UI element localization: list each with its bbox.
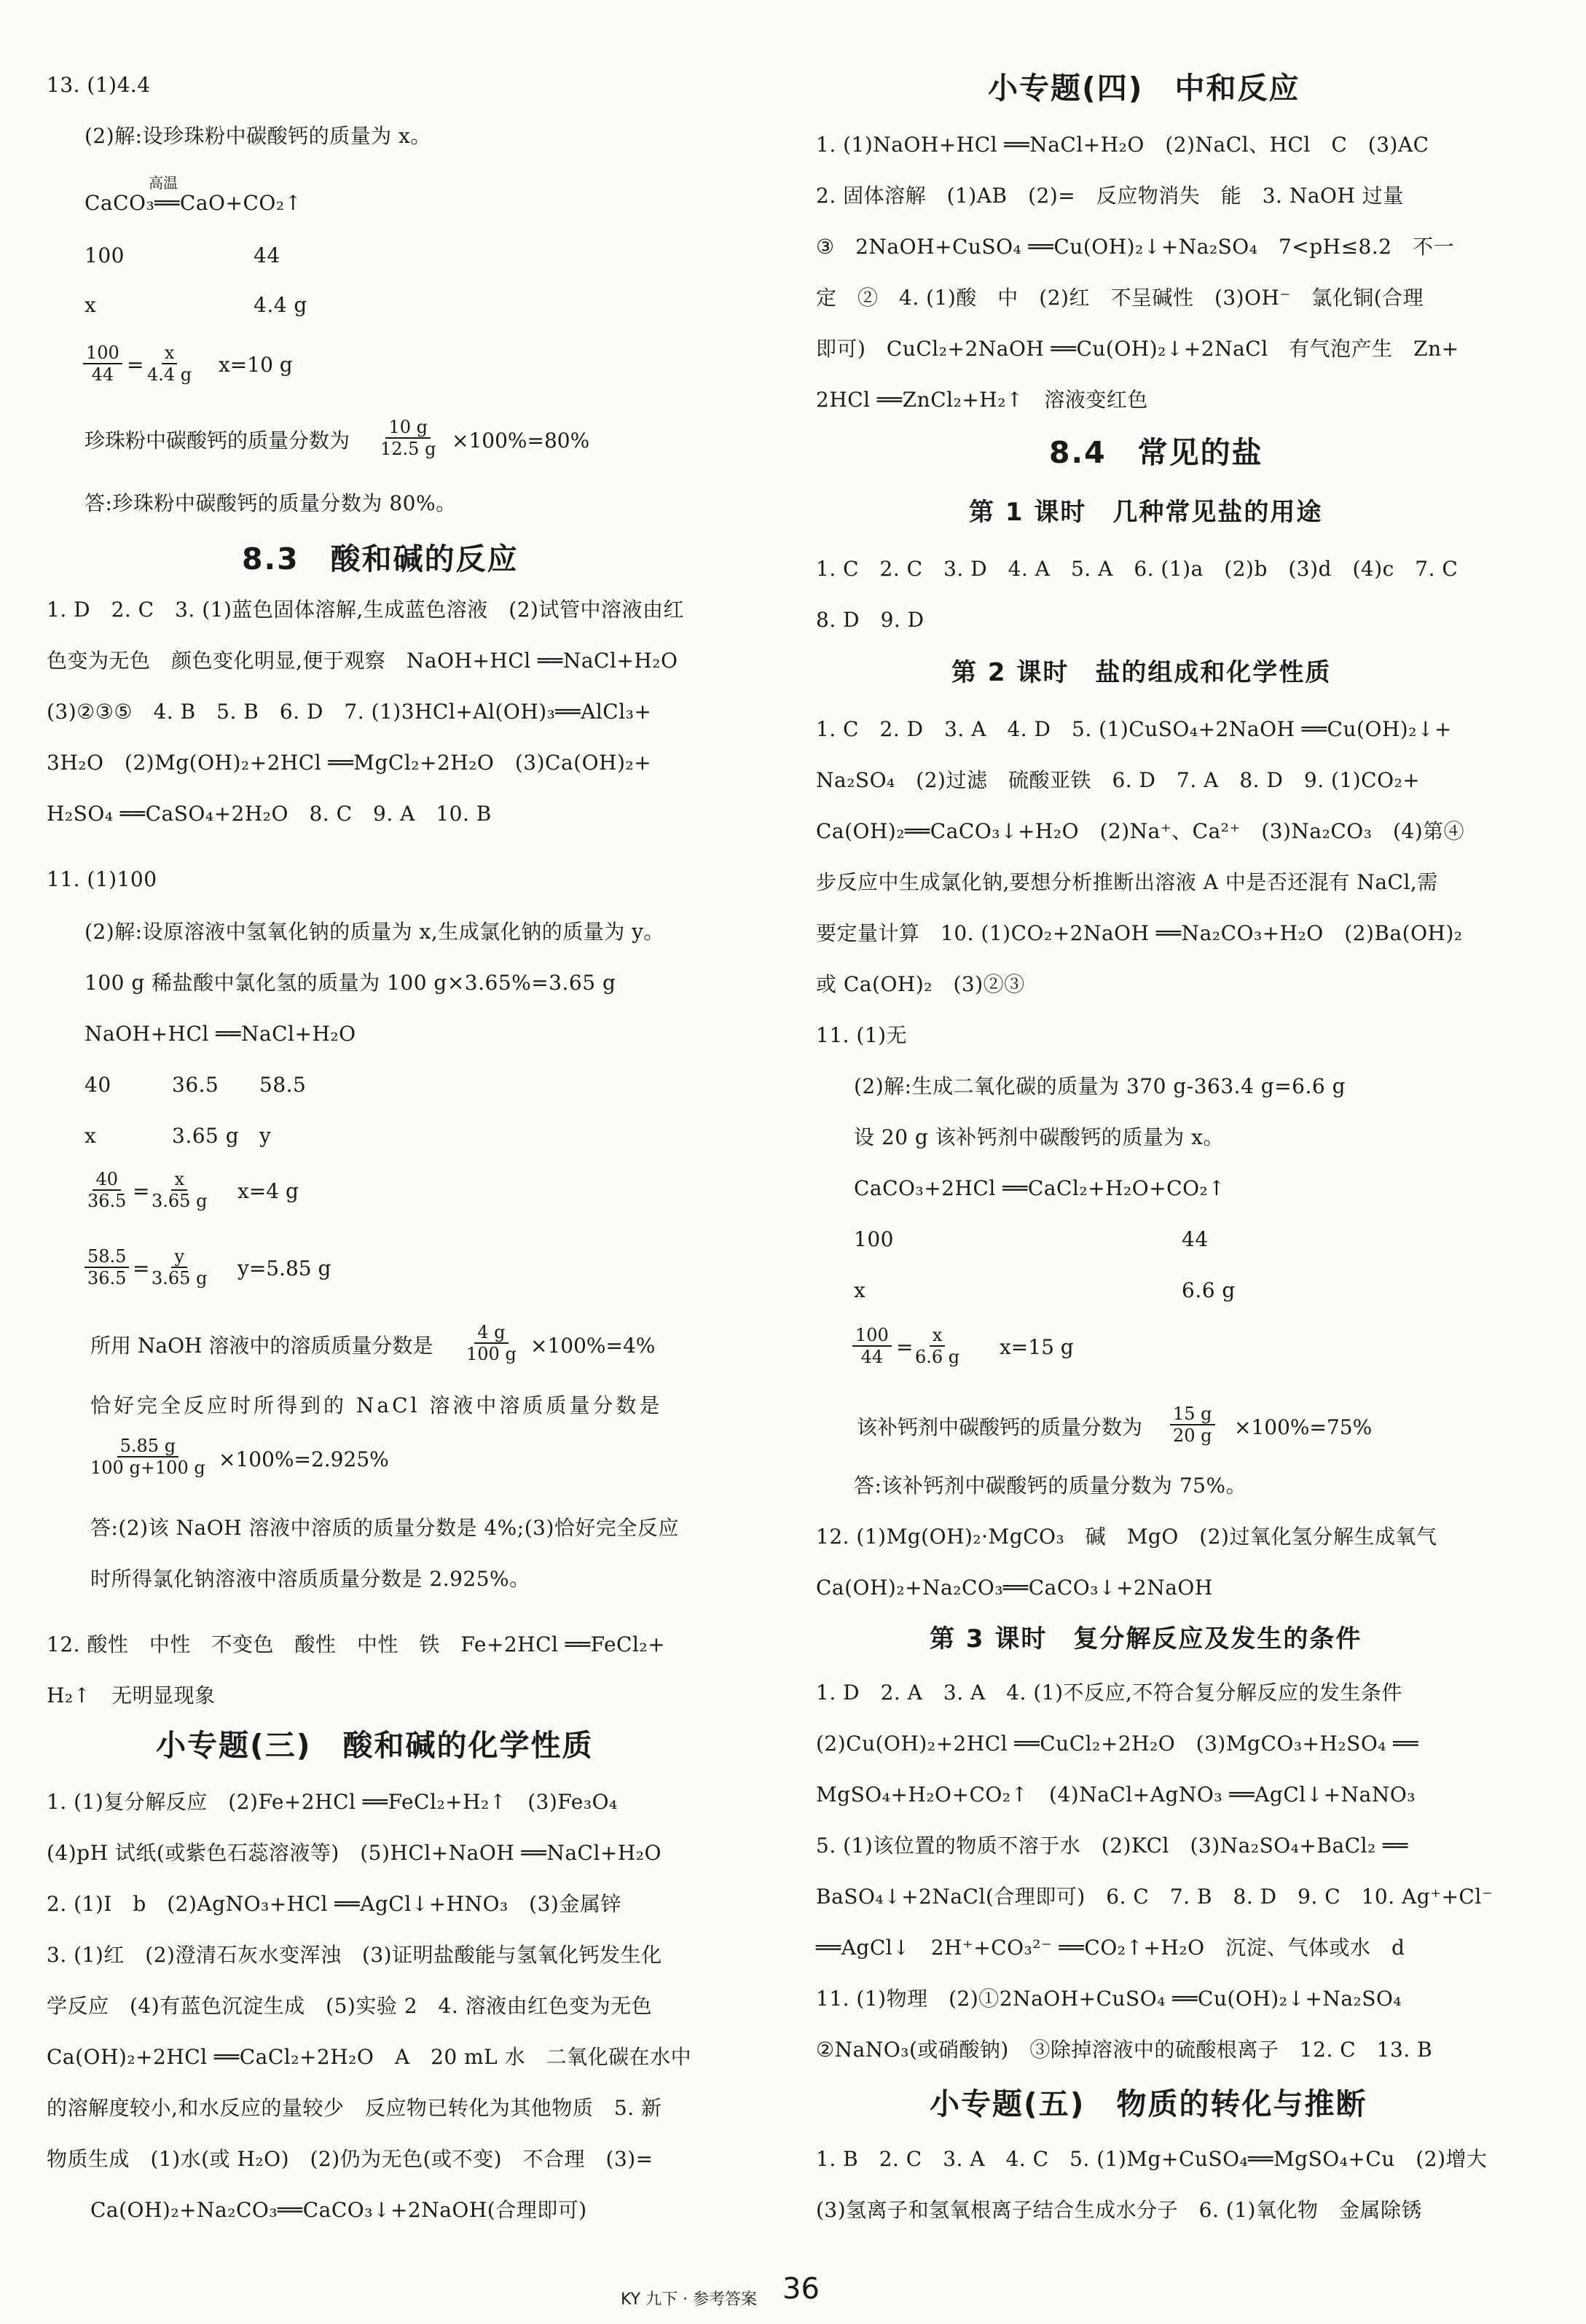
lesson2-line-6: 或 Ca(OH)₂ (3)②③ bbox=[816, 972, 1025, 996]
q11r-ratio-row1-b: 44 bbox=[1182, 1227, 1209, 1251]
q11r-fraction-b: $\frac{x}{6.6 g}$ bbox=[915, 1325, 960, 1367]
t3-line-7: 的溶解度较小,和水反应的量较少 反应物已转化为其他物质 5. 新 bbox=[47, 2096, 662, 2120]
q11r-percent-fraction: $\frac{15 g}{20 g}$ bbox=[1170, 1404, 1215, 1446]
footer-label: KY 九下 · 参考答案 bbox=[621, 2290, 758, 2309]
t3-line-6: Ca(OH)₂+2HCl ══CaCl₂+2H₂O A 20 mL 水 二氧化碳在水中 bbox=[47, 2045, 692, 2069]
q11-ratio-row2-c: y bbox=[259, 1124, 272, 1148]
lesson-2-title: 第 2 课时 盐的组成和化学性质 bbox=[951, 658, 1332, 687]
q11-naoh-percent-fraction: $\frac{4 g}{100 g}$ bbox=[466, 1322, 517, 1364]
q11-hcl-mass: 100 g 稀盐酸中氯化氢的质量为 100 g×3.65%=3.65 g bbox=[85, 971, 616, 995]
lesson2-line-1: 1. C 2. D 3. A 4. D 5. (1)CuSO₄+2NaOH ══Cu(OH)₂↓+ bbox=[816, 717, 1452, 741]
q11r-ratio-row1-a: 100 bbox=[854, 1227, 894, 1251]
q11-answer-1: 答:(2)该 NaOH 溶液中溶质的质量分数是 4%;(3)恰好完全反应 bbox=[90, 1516, 679, 1540]
lesson3-line-4: 5. (1)该位置的物质不溶于水 (2)KCl (3)Na₂SO₄+BaCl₂ ══ bbox=[816, 1834, 1408, 1858]
q11-naoh-percent-result: ×100%=4% bbox=[530, 1334, 656, 1358]
q11r-percent-result: ×100%=75% bbox=[1234, 1415, 1373, 1439]
q11r-co2-mass: (2)解:生成二氧化碳的质量为 370 g-363.4 g=6.6 g bbox=[854, 1074, 1346, 1098]
q11r-ratio-row2-a: x bbox=[854, 1278, 866, 1302]
q13-percent-fraction: $\frac{10 g}{12.5 g}$ bbox=[380, 417, 436, 459]
t4-line-5: 即可) CuCl₂+2NaOH ══Cu(OH)₂↓+2NaCl 有气泡产生 Zn+ bbox=[816, 337, 1459, 361]
q11r-setup: 设 20 g 该补钙剂中碳酸钙的质量为 x。 bbox=[854, 1125, 1224, 1149]
q11r-answer: 答:该补钙剂中碳酸钙的质量分数为 75%。 bbox=[854, 1474, 1247, 1498]
t4-line-1: 1. (1)NaOH+HCl ══NaCl+H₂O (2)NaCl、HCl C (3)AC bbox=[816, 133, 1429, 157]
q13-reaction-condition: 高温 bbox=[149, 174, 178, 192]
q13-equation: CaCO₃══CaO+CO₂↑ bbox=[85, 191, 302, 215]
t3-line-5: 学反应 (4)有蓝色沉淀生成 (5)实验 2 4. 溶液由红色变为无色 bbox=[47, 1994, 653, 2018]
q11-fraction-2a: $\frac{58.5}{36.5}$ bbox=[85, 1246, 129, 1288]
q13-ratio-row2-b: 4.4 g bbox=[254, 293, 307, 317]
lesson2-line-2: Na₂SO₄ (2)过滤 硫酸亚铁 6. D 7. A 8. D 9. (1)CO₂+ bbox=[816, 768, 1421, 792]
lesson3-line-7: 11. (1)物理 (2)①2NaOH+CuSO₄ ══Cu(OH)₂↓+Na₂SO₄ bbox=[816, 1987, 1402, 2011]
q13-fraction-equals: = bbox=[127, 353, 144, 377]
q11-fraction-2b: $\frac{y}{3.65 g}$ bbox=[152, 1246, 208, 1288]
lesson3-line-1: 1. D 2. A 3. A 4. (1)不反应,不符合复分解反应的发生条件 bbox=[816, 1681, 1402, 1705]
lesson3-line-3: MgSO₄+H₂O+CO₂↑ (4)NaCl+AgNO₃ ══AgCl↓+NaNO₃ bbox=[816, 1783, 1416, 1807]
q13-setup: (2)解:设珍珠粉中碳酸钙的质量为 x。 bbox=[85, 124, 431, 148]
q11r-equation: CaCO₃+2HCl ══CaCl₂+H₂O+CO₂↑ bbox=[854, 1176, 1226, 1200]
q11-fraction-1-equals: = bbox=[133, 1179, 150, 1203]
q11-title: 11. (1)100 bbox=[47, 867, 157, 891]
q13-ratio-row1-a: 100 bbox=[85, 243, 125, 267]
q11-nacl-percent-label: 恰好完全反应时所得到的 NaCl 溶液中溶质质量分数是 bbox=[90, 1393, 663, 1417]
q11-fraction-2-equals: = bbox=[133, 1256, 150, 1280]
q11-naoh-percent-label: 所用 NaOH 溶液中的溶质质量分数是 bbox=[90, 1334, 433, 1358]
lesson2-line-5: 要定量计算 10. (1)CO₂+2NaOH ══Na₂CO₃+H₂O (2)Ba(OH)₂ bbox=[816, 921, 1463, 945]
lesson-1-title: 第 1 课时 几种常见盐的用途 bbox=[969, 498, 1323, 527]
section-title-8-3: 8.3 酸和碱的反应 bbox=[242, 541, 519, 576]
q13-percent-result: ×100%=80% bbox=[452, 429, 590, 453]
t5-line-1: 1. B 2. C 3. A 4. C 5. (1)Mg+CuSO₄══MgSO₄+Cu (2)增大 bbox=[816, 2147, 1488, 2171]
q13-percent-label: 珍珠粉中碳酸钙的质量分数为 bbox=[85, 429, 350, 453]
t4-line-6: 2HCl ══ZnCl₂+H₂↑ 溶液变红色 bbox=[816, 388, 1148, 412]
q13-fraction-result: x=10 g bbox=[219, 353, 293, 377]
q12-line-1: 12. 酸性 中性 不变色 酸性 中性 铁 Fe+2HCl ══FeCl₂+ bbox=[47, 1632, 666, 1656]
t3-line-3: 2. (1)Ⅰ b (2)AgNO₃+HCl ══AgCl↓+HNO₃ (3)金属锌 bbox=[47, 1892, 621, 1916]
lesson3-line-5: BaSO₄↓+2NaCl(合理即可) 6. C 7. B 8. D 9. C 10. Ag⁺+Cl⁻ bbox=[816, 1885, 1493, 1909]
q11-fraction-1a: $\frac{40}{36.5}$ bbox=[87, 1169, 127, 1211]
q11-fraction-2-result: y=5.85 g bbox=[237, 1256, 331, 1280]
q11-nacl-percent-result: ×100%=2.925% bbox=[219, 1447, 389, 1471]
q13-answer: 答:珍珠粉中碳酸钙的质量分数为 80%。 bbox=[85, 491, 457, 515]
q12r-line-2: Ca(OH)₂+Na₂CO₃══CaCO₃↓+2NaOH bbox=[816, 1576, 1213, 1600]
lesson3-line-6: ══AgCl↓ 2H⁺+CO₃²⁻ ══CO₂↑+H₂O 沉淀、气体或水 d bbox=[816, 1936, 1405, 1960]
lesson3-line-8: ②NaNO₃(或硝酸钠) ③除掉溶液中的硫酸根离子 12. C 13. B bbox=[816, 2038, 1433, 2062]
t4-line-3: ③ 2NaOH+CuSO₄ ══Cu(OH)₂↓+Na₂SO₄ 7<pH≤8.2 不一 bbox=[816, 235, 1455, 259]
q11-ratio-row2-a: x bbox=[85, 1124, 97, 1148]
q11-fraction-1b: $\frac{x}{3.65 g}$ bbox=[152, 1169, 208, 1211]
s83-line-4: 3H₂O (2)Mg(OH)₂+2HCl ══MgCl₂+2H₂O (3)Ca(OH)₂+ bbox=[47, 751, 652, 775]
section-title-8-4: 8.4 常见的盐 bbox=[1049, 435, 1263, 470]
q11r-title: 11. (1)无 bbox=[816, 1023, 908, 1047]
q13-ratio-row1-b: 44 bbox=[254, 243, 280, 267]
section-title-topic-4: 小专题(四) 中和反应 bbox=[988, 71, 1300, 106]
s83-line-2: 色变为无色 颜色变化明显,便于观察 NaOH+HCl ══NaCl+H₂O bbox=[47, 649, 678, 673]
q13-fraction-1: $\frac{100}{44}$ bbox=[83, 343, 122, 385]
s83-line-3: (3)②③⑤ 4. B 5. B 6. D 7. (1)3HCl+Al(OH)₃══AlCl₃+ bbox=[47, 700, 652, 724]
t3-line-9: Ca(OH)₂+Na₂CO₃══CaCO₃↓+2NaOH(合理即可) bbox=[90, 2198, 587, 2222]
q11-nacl-percent-fraction: $\frac{5.85 g}{100 g+100 g}$ bbox=[90, 1436, 205, 1478]
q11-fraction-1-result: x=4 g bbox=[237, 1179, 299, 1203]
q13-fraction-2: $\frac{x}{4.4 g}$ bbox=[147, 343, 192, 385]
t3-line-8: 物质生成 (1)水(或 H₂O) (2)仍为无色(或不变) 不合理 (3)= bbox=[47, 2147, 653, 2171]
lesson2-line-4: 步反应中生成氯化钠,要想分析推断出溶液 A 中是否还混有 NaCl,需 bbox=[816, 870, 1438, 894]
lesson1-line-1: 1. C 2. C 3. D 4. A 5. A 6. (1)a (2)b (3)d (4)c 7. C bbox=[816, 557, 1459, 581]
lesson3-line-2: (2)Cu(OH)₂+2HCl ══CuCl₂+2H₂O (3)MgCO₃+H₂SO₄ ══ bbox=[816, 1732, 1419, 1756]
t3-line-2: (4)pH 试纸(或紫色石蕊溶液等) (5)HCl+NaOH ══NaCl+H₂O bbox=[47, 1841, 662, 1865]
q11-equation: NaOH+HCl ══NaCl+H₂O bbox=[85, 1022, 356, 1046]
q11-ratio-row2-b: 3.65 g bbox=[172, 1124, 240, 1148]
section-title-topic-3: 小专题(三) 酸和碱的化学性质 bbox=[156, 1728, 594, 1763]
lesson1-line-2: 8. D 9. D bbox=[816, 608, 924, 632]
lesson-3-title: 第 3 课时 复分解反应及发生的条件 bbox=[930, 1624, 1362, 1654]
q11-ratio-row1-a: 40 bbox=[85, 1073, 111, 1097]
lesson2-line-3: Ca(OH)₂══CaCO₃↓+H₂O (2)Na⁺、Ca²⁺ (3)Na₂CO₃ (4)第④ bbox=[816, 819, 1465, 843]
t3-line-1: 1. (1)复分解反应 (2)Fe+2HCl ══FeCl₂+H₂↑ (3)Fe₃O₄ bbox=[47, 1790, 618, 1814]
t4-line-2: 2. 固体溶解 (1)AB (2)= 反应物消失 能 3. NaOH 过量 bbox=[816, 184, 1404, 208]
t4-line-4: 定 ② 4. (1)酸 中 (2)红 不呈碱性 (3)OH⁻ 氯化铜(合理 bbox=[816, 286, 1424, 310]
q11r-ratio-row2-b: 6.6 g bbox=[1182, 1278, 1236, 1302]
t3-line-4: 3. (1)红 (2)澄清石灰水变浑浊 (3)证明盐酸能与氢氧化钙发生化 bbox=[47, 1943, 662, 1967]
q11-setup: (2)解:设原溶液中氢氧化钠的质量为 x,生成氯化钠的质量为 y。 bbox=[85, 920, 664, 944]
q11r-fraction-a: $\frac{100}{44}$ bbox=[852, 1325, 892, 1367]
q11r-percent-label: 该补钙剂中碳酸钙的质量分数为 bbox=[857, 1415, 1143, 1439]
s83-line-1: 1. D 2. C 3. (1)蓝色固体溶解,生成蓝色溶液 (2)试管中溶液由红 bbox=[47, 598, 684, 622]
s83-line-5: H₂SO₄ ══CaSO₄+2H₂O 8. C 9. A 10. B bbox=[47, 802, 492, 826]
q11-answer-2: 时所得氯化钠溶液中溶质质量分数是 2.925%。 bbox=[90, 1567, 530, 1591]
t5-line-2: (3)氢离子和氢氧根离子结合生成水分子 6. (1)氧化物 金属除锈 bbox=[816, 2198, 1422, 2222]
q13-ratio-row2-a: x bbox=[85, 293, 97, 317]
page-number: 36 bbox=[782, 2272, 820, 2306]
q11-ratio-row1-b: 36.5 bbox=[172, 1073, 219, 1097]
section-title-topic-5: 小专题(五) 物质的转化与推断 bbox=[930, 2086, 1367, 2121]
q12r-line-1: 12. (1)Mg(OH)₂·MgCO₃ 碱 MgO (2)过氧化氢分解生成氧气 bbox=[816, 1525, 1437, 1549]
q13-title: 13. (1)4.4 bbox=[47, 73, 151, 97]
q12-line-2: H₂↑ 无明显现象 bbox=[47, 1683, 216, 1707]
q11r-fraction-equals: = bbox=[896, 1335, 914, 1359]
q11-ratio-row1-c: 58.5 bbox=[259, 1073, 307, 1097]
q11r-fraction-result: x=15 g bbox=[1000, 1335, 1074, 1359]
